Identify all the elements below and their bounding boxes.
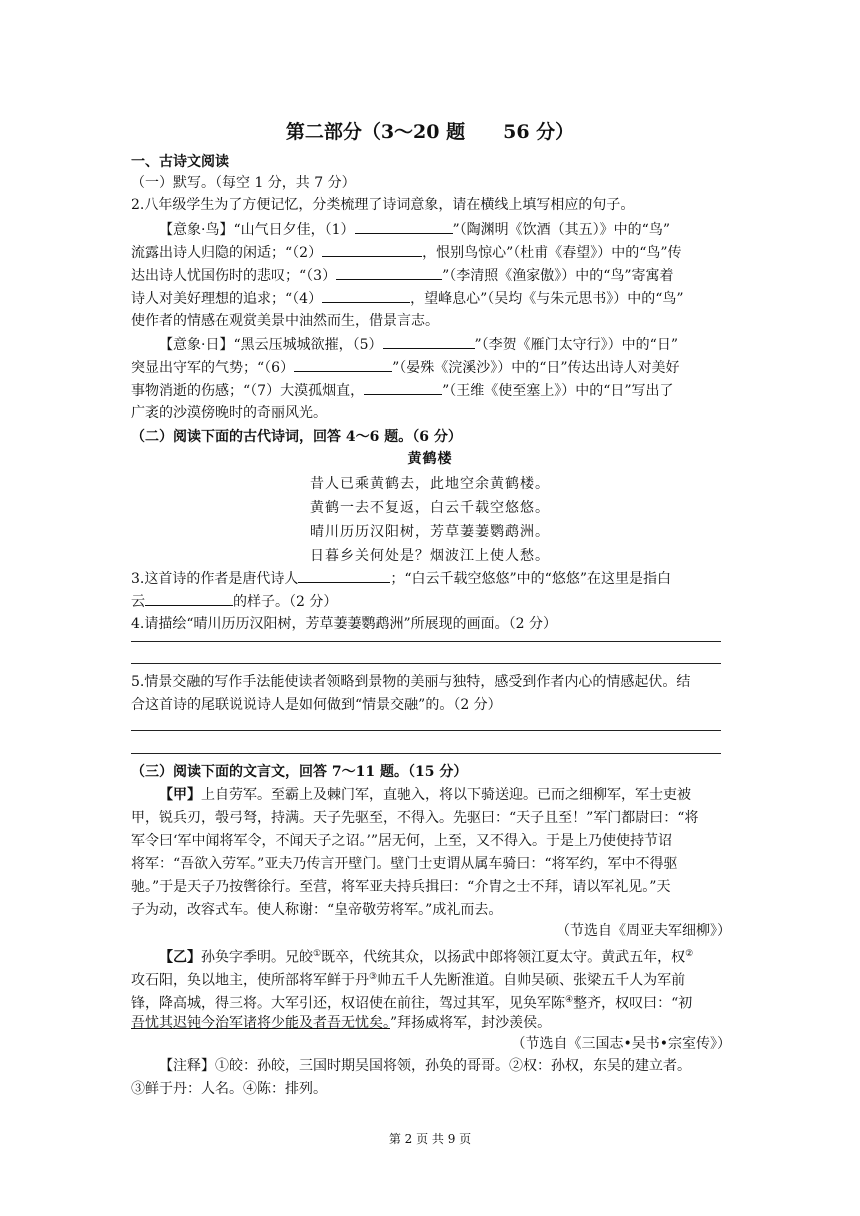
passage-yi-line: 攻石阳，奂以地主，使所部将军鲜于丹③帅五千人先断淮道。自帅吴硕、张梁五千人为军前 [131, 972, 686, 989]
bird-line-2: 流露出诗人归隐的闲适；“（2） ，恨别鸟惊心”（杜甫《春望》）中的“鸟”传 [131, 242, 731, 263]
question-3-line-2: 云 的样子。（2 分） [131, 591, 731, 612]
question-2-stem: 2.八年级学生为了方便记忆，分类梳理了诗词意象，请在横线上填写相应的句子。 [131, 197, 635, 213]
passage-jia-line: 【甲】上自劳军。至霸上及棘门军，直驰入，将以下骑送迎。已而之细柳军，军士吏被 [159, 787, 691, 803]
answer-blank-7[interactable] [364, 380, 442, 395]
passage-jia-line: 子为动，改容式车。使人称谢：“皇帝敬劳将军。”成礼而去。 [131, 902, 503, 918]
question-5-line-1: 5.情景交融的写作手法能使读者领略到景物的美丽与独特，感受到作者内心的情感起伏。结 [131, 674, 691, 690]
answer-blank-youyou[interactable] [145, 591, 233, 606]
section-heading-poem: （二）阅读下面的古代诗词，回答 4～6 题。（6 分） [131, 429, 462, 445]
passage-jia-line: 甲，锐兵刃，彀弓弩，持满。天子先驱至，不得入。先驱曰：“天子且至！”军门都尉曰：“将 [131, 810, 699, 826]
passage-yi-line: 锋，降高城，得三将。大军引还，权诏使在前往，驾过其军，见奂军陈④整齐，权叹曰：“初 [131, 995, 693, 1012]
poem-line: 日暮乡关何处是？烟波江上使人愁。 [310, 548, 550, 564]
section-heading-classical: （三）阅读下面的文言文，回答 7～11 题。（15 分） [131, 764, 468, 780]
passage-jia-line: 军令曰‘军中闻将军令，不闻天子之诏。’”居无何，上至，又不得入。于是上乃使使持节诏 [131, 833, 673, 849]
passage-jia-line: 将军：“吾欲入劳军。”亚夫乃传言开壁门。壁门士吏谓从属车骑曰：“将军约，军中不得驱 [131, 856, 678, 872]
poem-title: 黄鹤楼 [407, 451, 453, 467]
underlined-sentence: 吾忧其迟钝今治军诸将少能及者吾无忧矣。 [131, 1015, 390, 1031]
bird-line-5: 使作者的情感在观赏美景中油然而生，借景言志。 [131, 313, 439, 329]
bird-line-4: 诗人对美好理想的追求；“（4） ，望峰息心”（吴均《与朱元思书》）中的“鸟” [131, 288, 731, 309]
page-footer: 第 2 页 共 9 页 [388, 1132, 472, 1146]
passage-yi-source: （节选自《三国志•吴书•宗室传》） [511, 1036, 731, 1052]
passage-yi-line: 吾忧其迟钝今治军诸将少能及者吾无忧矣。”拜扬威将军，封沙羡侯。 [131, 1015, 552, 1031]
answer-line[interactable] [131, 730, 721, 731]
question-3-line-1: 3.这首诗的作者是唐代诗人 ；“白云千载空悠悠”中的“悠悠”在这里是指白 [131, 568, 731, 589]
answer-line[interactable] [131, 753, 721, 754]
bird-line-3: 达出诗人忧国伤时的悲叹；“（3） ”（李清照《渔家傲》）中的“鸟”寄寓着 [131, 265, 731, 286]
passage-jia-source: （节选自《周亚夫军细柳》） [556, 923, 731, 939]
subsection-dictation: （一）默写。（每空 1 分，共 7 分） [131, 175, 356, 191]
sun-line-1: 【意象·日】“黑云压城城欲摧，（5） ”（李贺《雁门太守行》）中的“日” [159, 334, 759, 355]
notes-line-2: ③鲜于丹：人名。④陈：排列。 [131, 1081, 327, 1097]
bird-line-1: 【意象·鸟】“山气日夕佳，（1） ”（陶渊明《饮酒（其五）》中的“鸟” [159, 219, 759, 240]
answer-blank-4[interactable] [322, 288, 410, 303]
passage-jia-line: 驰。”于是天子乃按辔徐行。至营，将军亚夫持兵揖曰：“介胄之士不拜，请以军礼见。”天 [131, 879, 671, 895]
poem-line: 黄鹤一去不复返，白云千载空悠悠。 [310, 500, 550, 516]
question-4: 4.请描绘“晴川历历汉阳树，芳草萋萋鹦鹉洲”所展现的画面。（2 分） [131, 616, 558, 632]
answer-line[interactable] [131, 663, 721, 664]
page-title: 第二部分（3～20 题 56 分） [285, 121, 575, 143]
sun-line-4: 广袤的沙漠傍晚时的奇丽风光。 [131, 405, 327, 421]
passage-yi-line: 【乙】孙奂字季明。兄皎①既卒，代统其众，以扬武中郎将领江夏太守。黄武五年，权② [159, 949, 694, 966]
notes-line-1: 【注释】①皎：孙皎，三国时期吴国将领，孙奂的哥哥。②权：孙权，东吴的建立者。 [159, 1058, 691, 1074]
section-heading-poetry: 一、古诗文阅读 [131, 154, 229, 170]
answer-blank-6[interactable] [294, 357, 392, 372]
poem-line: 昔人已乘黄鹤去，此地空余黄鹤楼。 [310, 476, 550, 492]
answer-blank-3[interactable] [336, 265, 442, 280]
sun-line-3: 事物消逝的伤感；“（7）大漠孤烟直， ”（王维《使至塞上》）中的“日”写出了 [131, 380, 731, 401]
answer-blank-1[interactable] [355, 219, 453, 234]
answer-blank-5[interactable] [383, 334, 475, 349]
sun-line-2: 突显出守军的气势；“（6） ”（晏殊《浣溪沙》）中的“日”传达出诗人对美好 [131, 357, 731, 378]
question-5-line-2: 合这首诗的尾联说说诗人是如何做到“情景交融”的。（2 分） [131, 697, 502, 713]
answer-blank-author[interactable] [298, 568, 390, 583]
poem-line: 晴川历历汉阳树，芳草萋萋鹦鹉洲。 [310, 524, 550, 540]
answer-line[interactable] [131, 641, 721, 642]
answer-blank-2[interactable] [322, 242, 422, 257]
